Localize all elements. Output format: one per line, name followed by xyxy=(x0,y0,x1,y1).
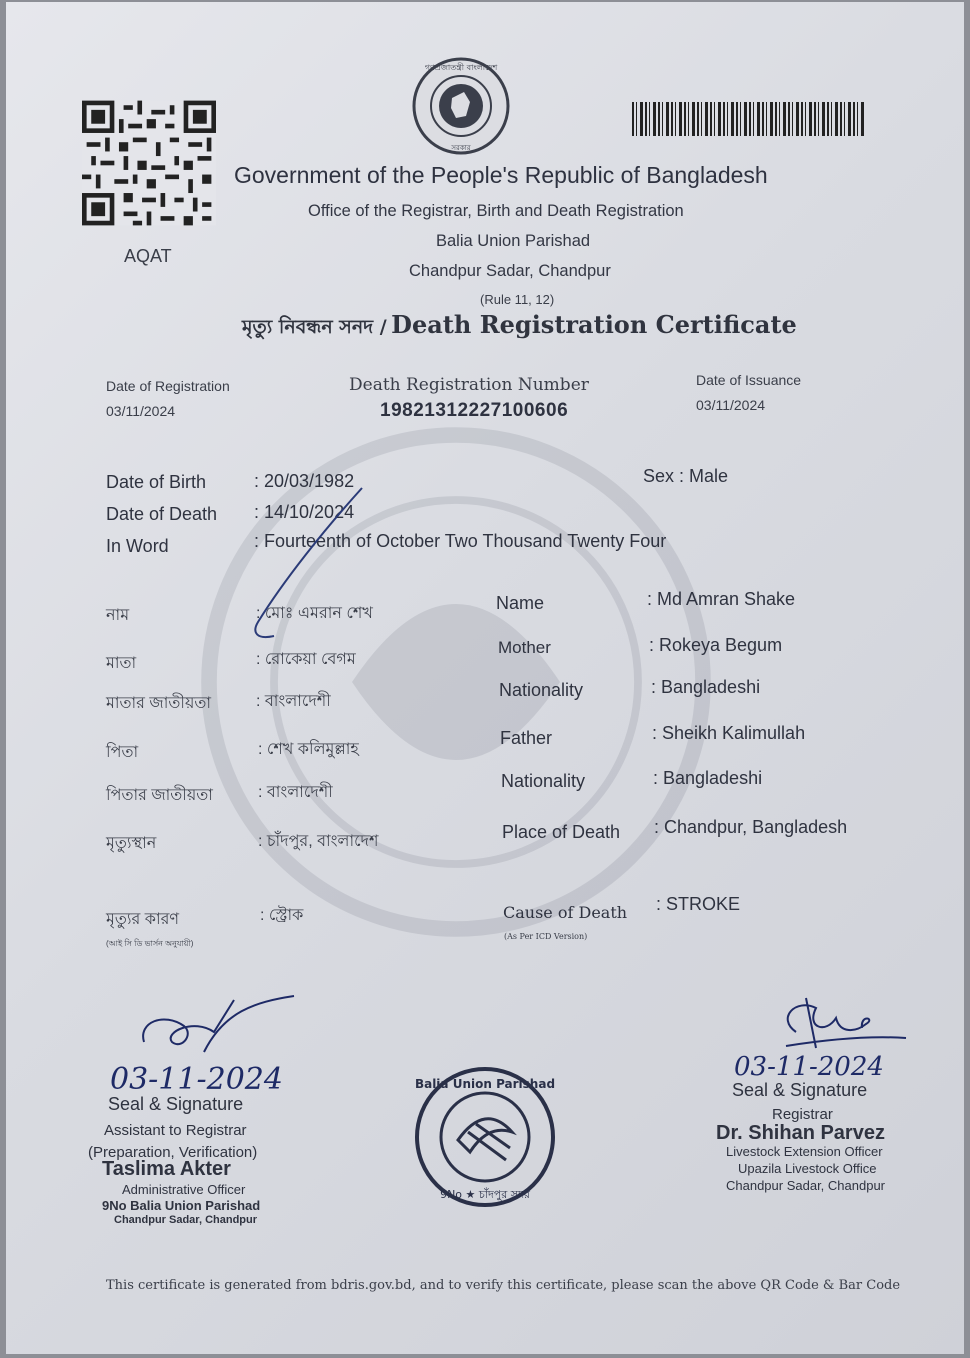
father-label: Father xyxy=(500,728,553,748)
registrar-office: Upazila Livestock Office xyxy=(738,1161,877,1176)
mother-nationality-value: : Bangladeshi xyxy=(651,677,761,697)
date-of-birth-value: : 20/03/1982 xyxy=(254,471,355,491)
qr-code-label: AQAT xyxy=(124,246,172,266)
svg-text:9No ★ চাঁদপুর সদর: 9No ★ চাঁদপুর সদর xyxy=(440,1188,530,1201)
cause-of-death-label: Cause of Death xyxy=(503,903,628,922)
cause-note: (As Per ICD Version) xyxy=(504,932,588,941)
government-title: Government of the People's Republic of Bangladesh xyxy=(234,162,768,188)
bn-father-label: পিতা xyxy=(106,744,139,761)
handwritten-stroke xyxy=(244,480,384,650)
father-nationality-label: Nationality xyxy=(501,771,586,791)
registrar-role: Registrar xyxy=(772,1106,833,1123)
date-of-birth-label: Date of Birth xyxy=(106,472,207,492)
name-value: : Md Amran Shake xyxy=(647,589,796,609)
union-name: Balia Union Parishad xyxy=(436,232,591,250)
bn-father-nationality-value: : বাংলাদেশী xyxy=(258,784,333,801)
government-emblem xyxy=(406,56,516,156)
bn-mother-nationality-label: মাতার জাতীয়তা xyxy=(106,695,212,712)
mother-value: : Rokeya Begum xyxy=(649,635,783,655)
bn-cause-of-death-value: : স্ট্রোক xyxy=(260,907,304,924)
date-of-issuance-label: Date of Issuance xyxy=(696,372,802,388)
bn-place-of-death-value: : চাঁদপুর, বাংলাদেশ xyxy=(258,833,379,850)
svg-text:গণপ্রজাতন্ত্রী বাংলাদেশ: গণপ্রজাতন্ত্রী বাংলাদেশ xyxy=(424,63,498,72)
assistant-designation: Administrative Officer xyxy=(122,1182,246,1197)
registrar-location: Chandpur Sadar, Chandpur xyxy=(726,1178,886,1193)
bn-cause-note: (আই সি ডি ভার্সন অনুযায়ী) xyxy=(106,939,194,948)
svg-text:সরকার: সরকার xyxy=(451,144,471,152)
certificate-title xyxy=(242,310,797,345)
date-of-issuance-value: 03/11/2024 xyxy=(696,397,766,413)
registration-number-label: Death Registration Number xyxy=(349,375,589,395)
place-of-death-value: : Chandpur, Bangladesh xyxy=(654,817,848,837)
assistant-role: Assistant to Registrar xyxy=(104,1122,247,1139)
date-of-death-label: Date of Death xyxy=(106,504,218,524)
certificate-sheet xyxy=(6,2,964,1354)
footer-verification-note: This certificate is generated from bdris.gov.bd, and to verify this certificate, please scan the above QR Code & Bar Code xyxy=(106,1278,901,1293)
title-bangla: মৃত্যু নিবন্ধন সনদ / xyxy=(242,316,387,338)
svg-text:Balia Union Parishad: Balia Union Parishad xyxy=(414,1077,556,1091)
assistant-handwritten-date: 03-11-2024 xyxy=(110,1062,283,1097)
bn-mother-label: মাতা xyxy=(106,655,137,672)
assistant-name: Taslima Akter xyxy=(102,1158,231,1180)
bn-name-label: নাম xyxy=(106,607,130,624)
registrar-name: Dr. Shihan Parvez xyxy=(716,1122,885,1144)
bn-mother-value: : রোকেয়া বেগম xyxy=(256,651,356,668)
assistant-office: 9No Balia Union Parishad xyxy=(102,1198,261,1213)
in-word-label: In Word xyxy=(106,536,169,556)
registrar-handwritten-date: 03-11-2024 xyxy=(734,1052,884,1082)
registrar-signature xyxy=(766,988,916,1058)
bn-father-value: : শেখ কলিমুল্লাহ xyxy=(258,741,359,758)
mother-label: Mother xyxy=(498,638,551,657)
sex-value: Sex : Male xyxy=(643,466,729,486)
office-location: Chandpur Sadar, Chandpur xyxy=(409,262,611,280)
assistant-seal-label: Seal & Signature xyxy=(108,1094,244,1114)
office-title: Office of the Registrar, Birth and Death Registration xyxy=(308,202,684,220)
father-value: : Sheikh Kalimullah xyxy=(652,723,806,743)
bn-cause-of-death-label: মৃত্যুর কারণ xyxy=(106,911,180,928)
date-of-registration-value: 03/11/2024 xyxy=(106,403,176,419)
father-nationality-value: : Bangladeshi xyxy=(653,768,763,788)
name-label: Name xyxy=(496,593,545,613)
assistant-role-note: (Preparation, Verification) xyxy=(88,1144,258,1161)
assistant-location: Chandpur Sadar, Chandpur xyxy=(114,1214,258,1226)
registration-number: 19821312227100606 xyxy=(380,400,569,421)
title-english: Death Registration Certificate xyxy=(391,310,797,339)
qr-code[interactable] xyxy=(82,100,216,226)
place-of-death-label: Place of Death xyxy=(502,822,621,842)
registrar-seal-label: Seal & Signature xyxy=(732,1080,868,1100)
union-parishad-round-seal xyxy=(410,1062,560,1212)
mother-nationality-label: Nationality xyxy=(499,680,584,700)
date-of-registration-label: Date of Registration xyxy=(106,378,230,394)
cause-of-death-value: : STROKE xyxy=(656,894,741,914)
bn-place-of-death-label: মৃত্যুস্থান xyxy=(106,835,157,852)
bn-father-nationality-label: পিতার জাতীয়তা xyxy=(106,787,213,804)
bn-mother-nationality-value: : বাংলাদেশী xyxy=(256,693,331,710)
in-word-value: : Fourteenth of October Two Thousand Twenty Four xyxy=(254,531,667,551)
registrar-designation: Livestock Extension Officer xyxy=(726,1144,883,1159)
barcode[interactable] xyxy=(632,102,864,136)
assistant-signature xyxy=(134,992,304,1062)
rule-reference: (Rule 11, 12) xyxy=(480,292,555,307)
date-of-death-value: : 14/10/2024 xyxy=(254,502,355,522)
bn-name-value: : মোঃ এমরান শেখ xyxy=(256,605,373,622)
